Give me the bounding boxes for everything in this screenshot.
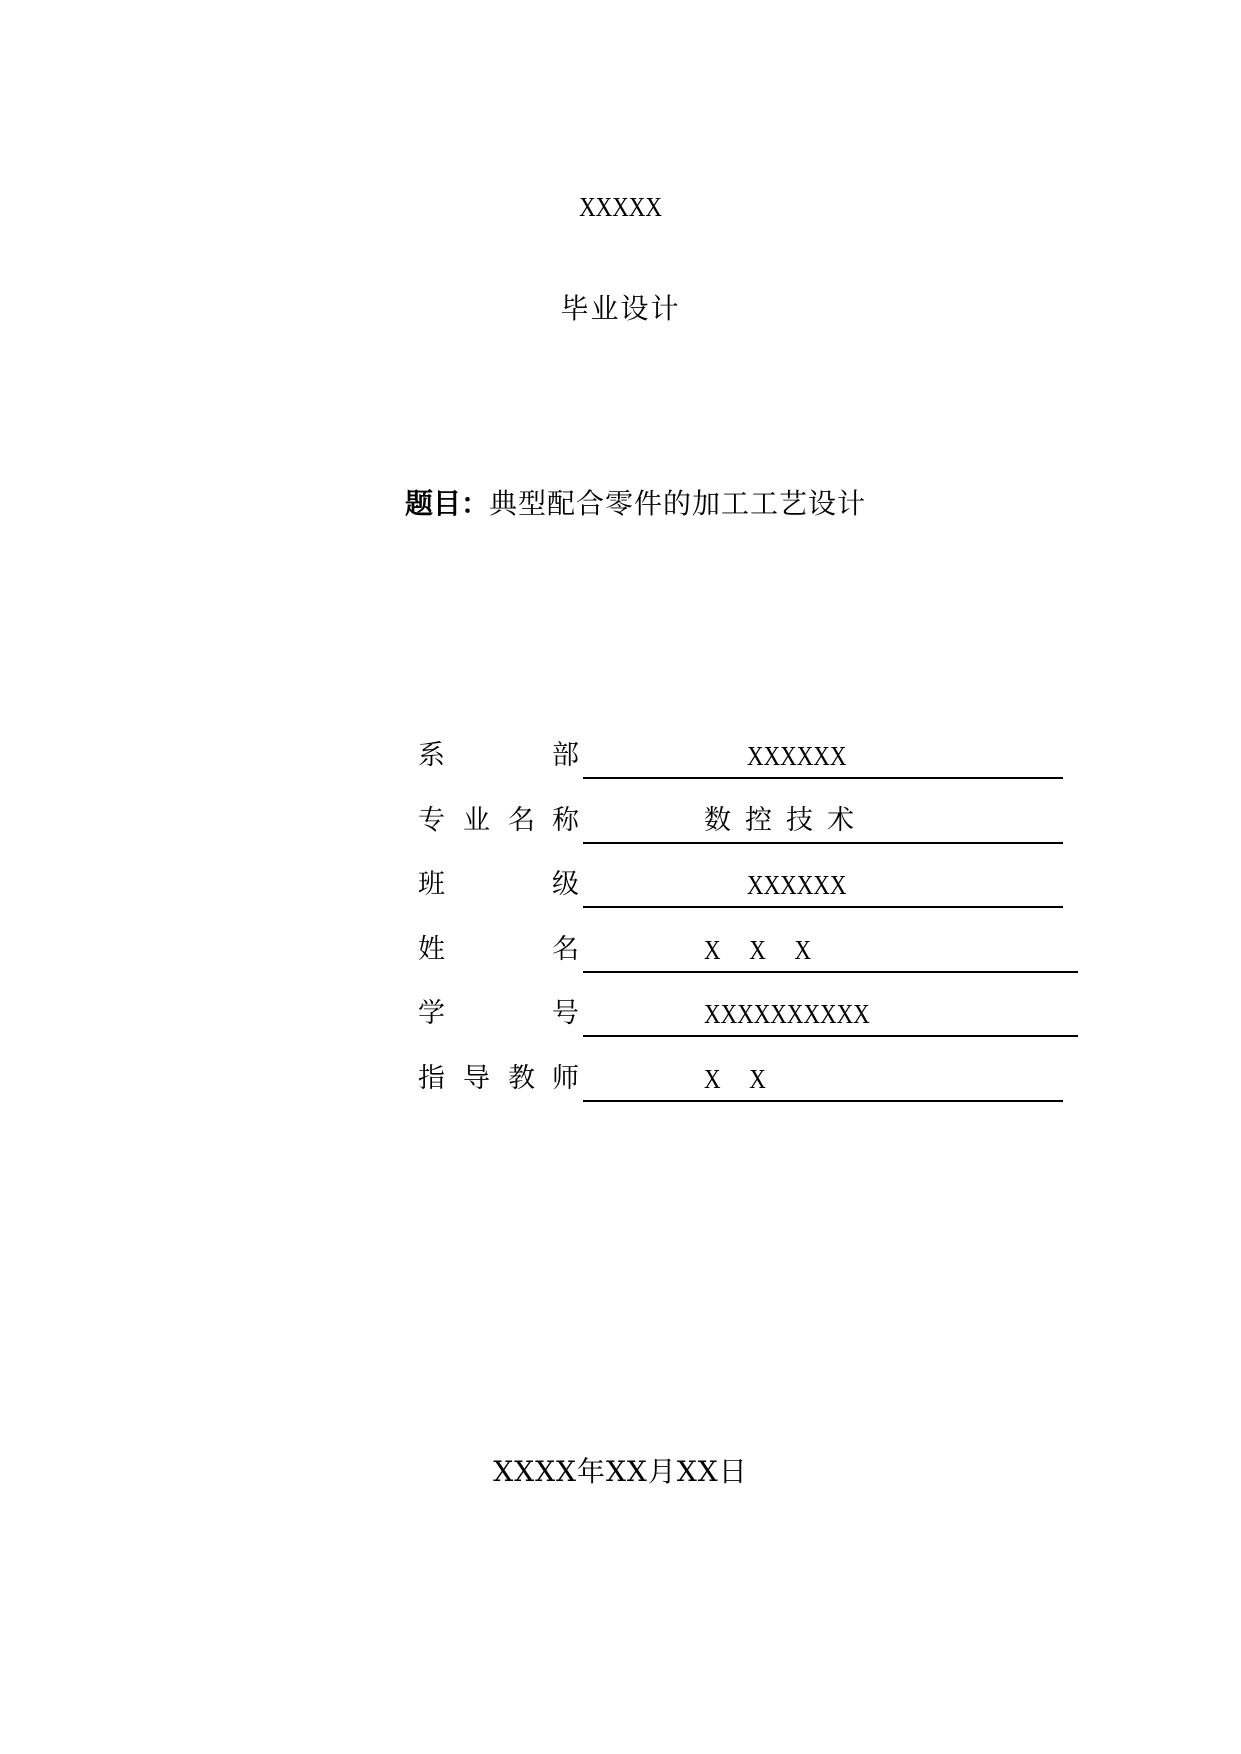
field-value-class: XXXXXX bbox=[747, 870, 847, 900]
field-value-name: X X X bbox=[704, 935, 812, 965]
submission-date: XXXX年XX月XX日 bbox=[493, 1455, 748, 1488]
field-value-student-id: XXXXXXXXXX bbox=[704, 999, 870, 1029]
field-underline bbox=[583, 1060, 1063, 1102]
field-underline bbox=[583, 931, 1078, 973]
topic-label: 题目： bbox=[405, 487, 490, 520]
field-value-advisor: X X bbox=[704, 1064, 766, 1094]
topic-line bbox=[405, 482, 866, 522]
document-type: 毕业设计 bbox=[560, 292, 681, 325]
school-name: XXXXX bbox=[579, 192, 662, 222]
field-value-department: XXXXXX bbox=[747, 741, 847, 771]
field-value-major: 数控技术 bbox=[704, 805, 868, 836]
topic-title: 典型配合零件的加工工艺设计 bbox=[489, 487, 867, 520]
